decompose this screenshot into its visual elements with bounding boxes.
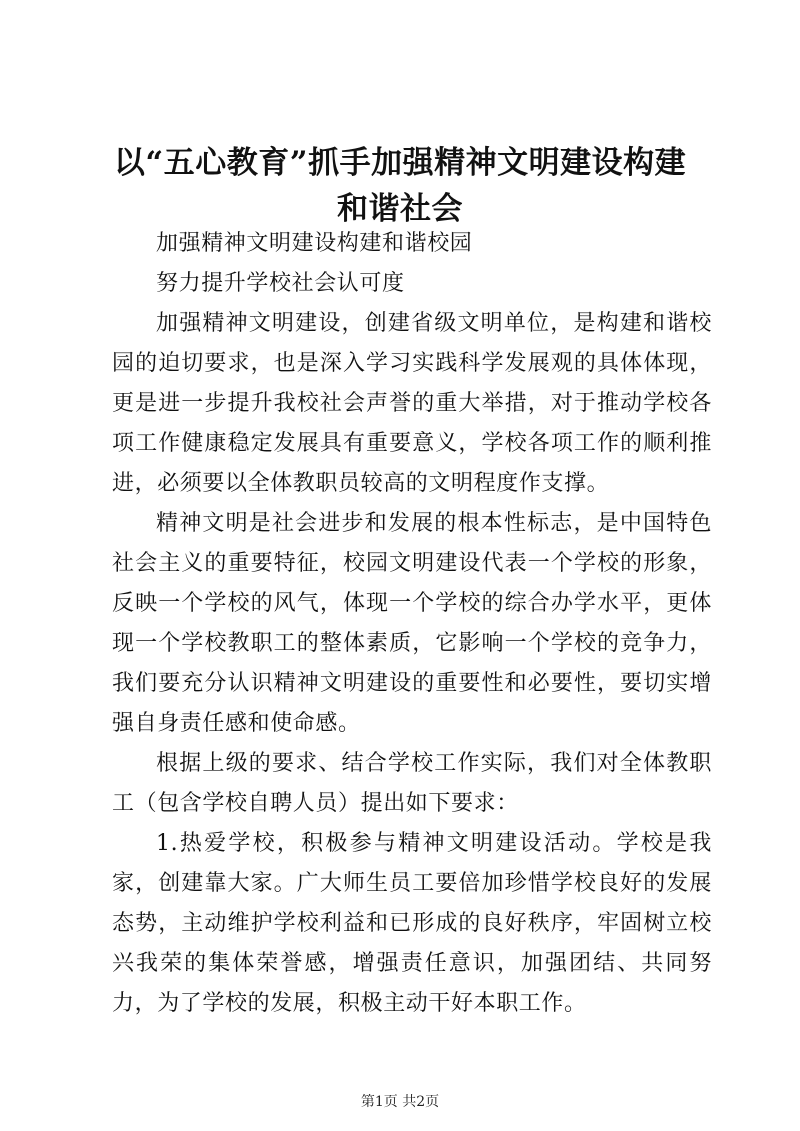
paragraph-body-4: 1.热爱学校，积极参与精神文明建设活动。学校是我家，创建靠大家。广大师生员工要倍加珍惜学校良好的发展态势，主动维护学校利益和已形成的良好秩序，牢固树立校兴我荣的集体荣誉感，增强责任意识，加强团结、共同努力，为了学校的发展，积极主动干好本职工作。	[112, 831, 712, 1016]
paragraph-body-3: 根据上级的要求、结合学校工作实际，我们对全体教职工（包含学校自聘人员）提出如下要求：	[112, 751, 712, 816]
paragraph-subtitle-2: 努力提升学校社会认可度	[156, 271, 405, 296]
document-body	[112, 224, 712, 1024]
paragraph-body-2: 精神文明是社会进步和发展的根本性标志，是中国特色社会主义的重要特征，校园文明建设代表一个学校的形象，反映一个学校的风气，体现一个学校的综合办学水平，更体现一个学校教职工的整体素质，它影响一个学校的竞争力，我们要充分认识精神文明建设的重要性和必要性，要切实增强自身责任感和使命感。	[112, 511, 712, 736]
paragraph-subtitle-1: 加强精神文明建设构建和谐校园	[156, 231, 473, 256]
document-title: 以“五心教育”抓手加强精神文明建设构建和谐社会	[113, 145, 687, 227]
page-footer: 第1页 共2页	[360, 1094, 440, 1110]
paragraph-body-1: 加强精神文明建设，创建省级文明单位，是构建和谐校园的迫切要求，也是深入学习实践科学发展观的具体体现，更是进一步提升我校社会声誉的重大举措，对于推动学校各项工作健康稳定发展具有重要意义，学校各项工作的顺利推进，必须要以全体教职员较高的文明程度作支撑。	[112, 311, 712, 496]
